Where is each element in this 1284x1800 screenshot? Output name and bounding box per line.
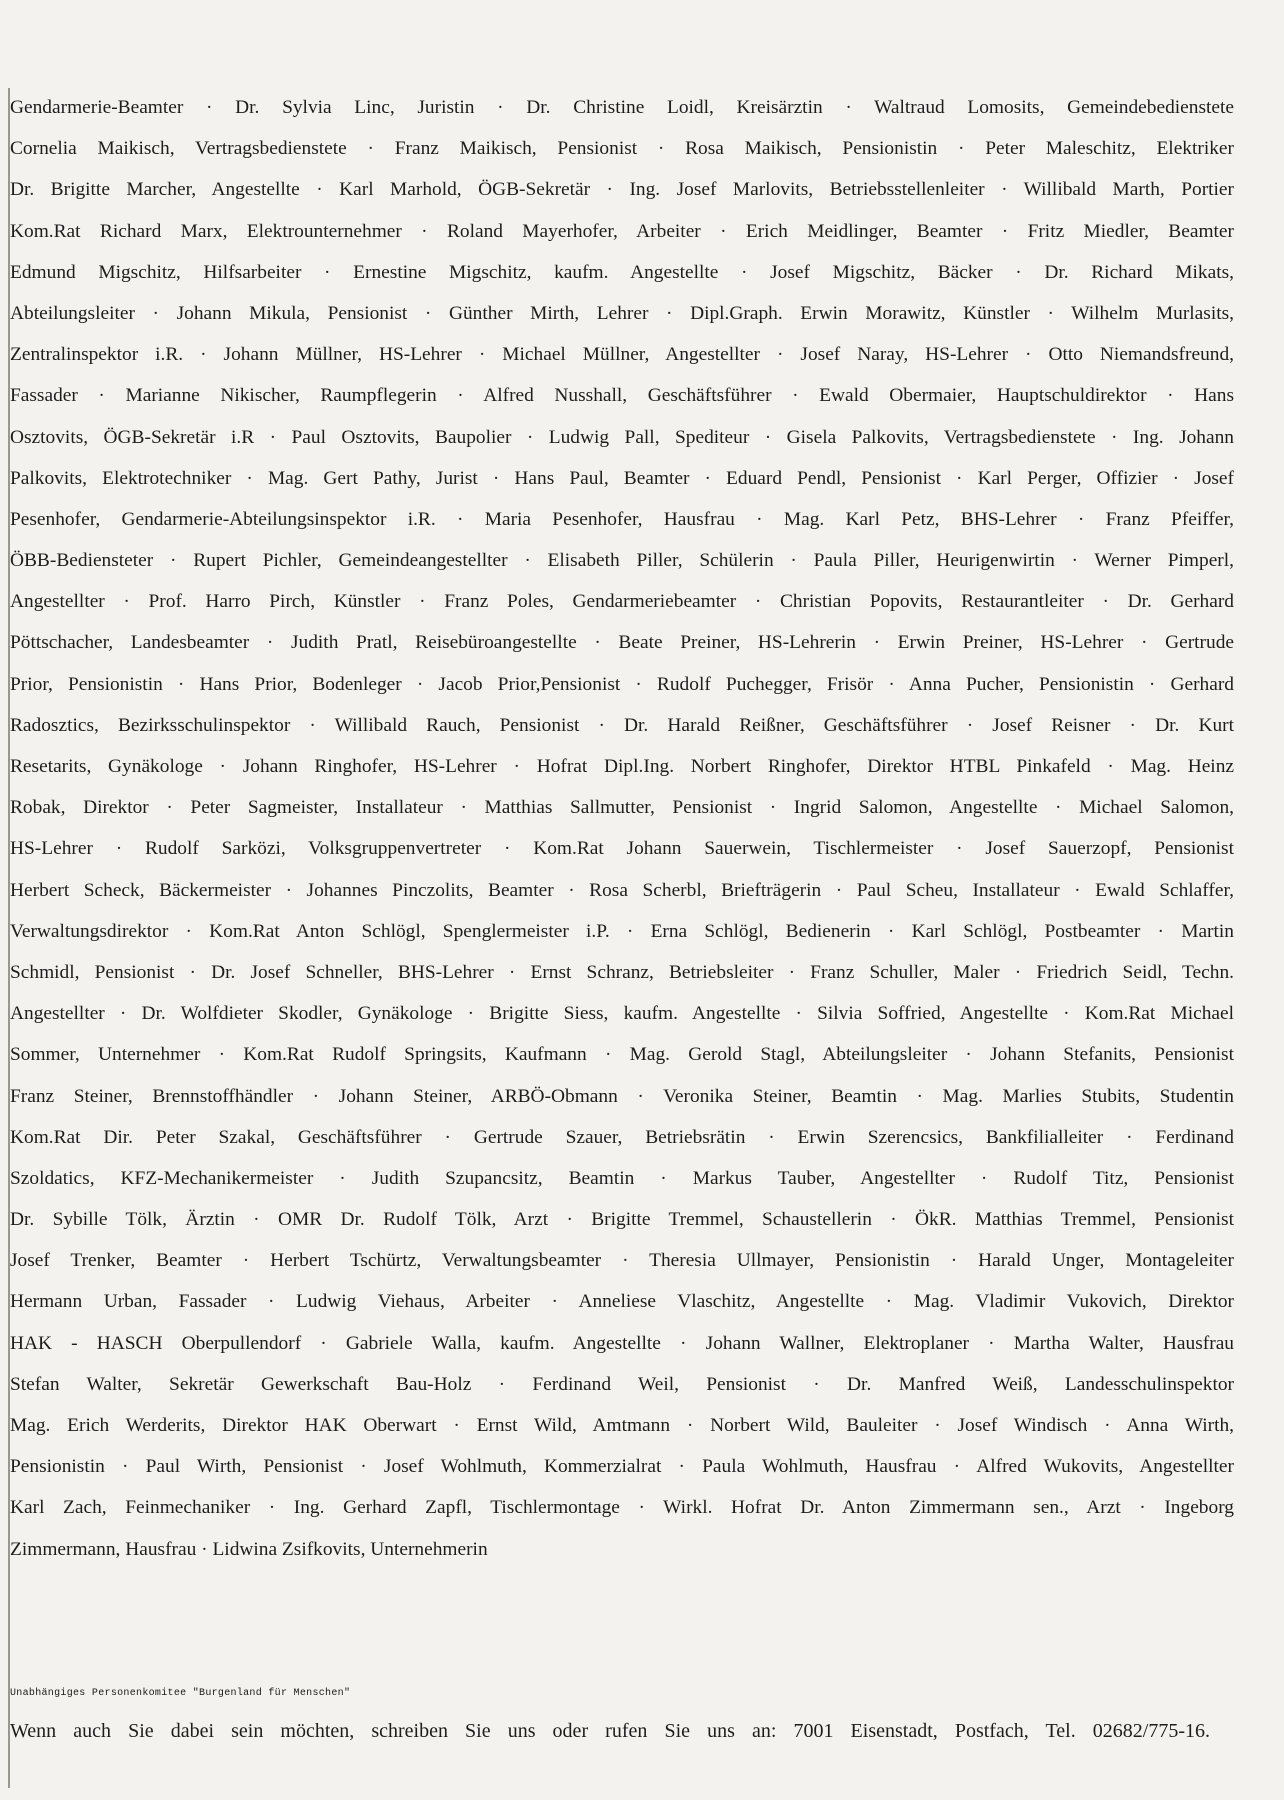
text-line: Zimmermann, Hausfrau · Lidwina Zsifkovits, Unternehmerin [10,1538,488,1560]
text-line: Palkovits, Elektrotechniker · Mag. Gert Pathy, Jurist · Hans Paul, Beamter · Eduard Pendl, Pensionist · Karl Perger, Offizier · Josef [10,467,1234,489]
text-line: Szoldatics, KFZ-Mechanikermeister · Judith Szupancsitz, Beamtin · Markus Tauber, Angestellter · Rudolf Titz, Pensionist [10,1167,1234,1189]
text-line: Schmidl, Pensionist · Dr. Josef Schneller, BHS-Lehrer · Ernst Schranz, Betriebsleiter · Franz Schuller, Maler · Friedrich Seidl, Techn. [10,961,1234,983]
text-line: Mag. Erich Werderits, Direktor HAK Oberwart · Ernst Wild, Amtmann · Norbert Wild, Bauleiter · Josef Windisch · Anna Wirth, [10,1415,1234,1436]
text-line: Pöttschacher, Landesbeamter · Judith Pratl, Reisebüroangestellte · Beate Preiner, HS-Lehrerin · Erwin Preiner, HS-Lehrer · Gertrude [10,632,1234,654]
text-line: Fassader · Marianne Nikischer, Raumpflegerin · Alfred Nusshall, Geschäftsführer · Ewald Obermaier, Hauptschuldirektor · Hans [10,385,1234,407]
text-line: Cornelia Maikisch, Vertragsbedienstete · Franz Maikisch, Pensionist · Rosa Maikisch, Pensionistin · Peter Maleschitz, Elektriker [10,138,1234,160]
text-line: Kom.Rat Richard Marx, Elektrounternehmer · Roland Mayerhofer, Arbeiter · Erich Meidlinger, Beamter · Fritz Miedler, Beamter [10,220,1234,242]
text-line: ÖBB-Bediensteter · Rupert Pichler, Gemeindeangestellter · Elisabeth Piller, Schülerin · Paula Piller, Heurigenwirtin · Werner Pimperl, [10,550,1234,572]
text-line: HS-Lehrer · Rudolf Sarközi, Volksgruppenvertreter · Kom.Rat Johann Sauerwein, Tischlermeister · Josef Sauerzopf, Pensionist [10,838,1234,860]
text-line: Sommer, Unternehmer · Kom.Rat Rudolf Springsits, Kaufmann · Mag. Gerold Stagl, Abteilungsleiter · Johann Stefanits, Pensionist [10,1044,1234,1066]
text-line: Abteilungsleiter · Johann Mikula, Pensionist · Günther Mirth, Lehrer · Dipl.Graph. Erwin Morawitz, Künstler · Wilhelm Murlasits, [10,302,1234,324]
text-line: Zentralinspektor i.R. · Johann Müllner, HS-Lehrer · Michael Müllner, Angestellter · Josef Naray, HS-Lehrer · Otto Niemandsfreund, [10,344,1234,366]
text-line: Angestellter · Prof. Harro Pirch, Künstler · Franz Poles, Gendarmeriebeamter · Christian Popovits, Restaurantleiter · Dr. Gerhard [10,591,1234,613]
text-line: Verwaltungsdirektor · Kom.Rat Anton Schlögl, Spenglermeister i.P. · Erna Schlögl, Bedienerin · Karl Schlögl, Postbeamter · Martin [10,920,1234,942]
text-line: Prior, Pensionistin · Hans Prior, Bodenleger · Jacob Prior,Pensionist · Rudolf Puchegger, Frisör · Anna Pucher, Pensionistin · Gerhard [10,673,1234,695]
text-line: Radosztics, Bezirksschulinspektor · Willibald Rauch, Pensionist · Dr. Harald Reißner, Geschäftsführer · Josef Reisner · Dr. Kurt [10,714,1234,736]
text-line: Robak, Direktor · Peter Sagmeister, Installateur · Matthias Sallmutter, Pensionist · Ingrid Salomon, Angestellte · Michael Salomon, [10,797,1234,819]
footer [10,1672,1220,1746]
text-line: Hermann Urban, Fassader · Ludwig Viehaus, Arbeiter · Anneliese Vlaschitz, Angestellte · Mag. Vladimir Vukovich, Direktor [10,1291,1234,1313]
text-line: Pesenhofer, Gendarmerie-Abteilungsinspektor i.R. · Maria Pesenhofer, Hausfrau · Mag. Karl Petz, BHS-Lehrer · Franz Pfeiffer, [10,508,1234,530]
text-line: Herbert Scheck, Bäckermeister · Johannes Pinczolits, Beamter · Rosa Scherbl, Briefträgerin · Paul Scheu, Installateur · Ewald Schlaffer, [10,879,1234,901]
text-line: Karl Zach, Feinmechaniker · Ing. Gerhard Zapfl, Tischlermontage · Wirkl. Hofrat Dr. Anton Zimmermann sen., Arzt · Ingeborg [10,1497,1234,1519]
contact-line: Wenn auch Sie dabei sein möchten, schreiben Sie uns oder rufen Sie uns an: 7001 Eisenstadt, Postfach, Tel. 02682/775-16. [10,1720,1210,1742]
committee-title: Unabhängiges Personenkomitee "Burgenland für Menschen" [10,1688,351,1699]
text-line: Resetarits, Gynäkologe · Johann Ringhofer, HS-Lehrer · Hofrat Dipl.Ing. Norbert Ringhofer, Direktor HTBL Pinkafeld · Mag. Heinz [10,756,1234,777]
text-line: Pensionistin · Paul Wirth, Pensionist · Josef Wohlmuth, Kommerzialrat · Paula Wohlmuth, Hausfrau · Alfred Wukovits, Angestellter [10,1456,1234,1478]
text-line: Gendarmerie-Beamter · Dr. Sylvia Linc, Juristin · Dr. Christine Loidl, Kreisärztin · Waltraud Lomosits, Gemeindebedienstete [10,97,1234,118]
text-line: Dr. Brigitte Marcher, Angestellte · Karl Marhold, ÖGB-Sekretär · Ing. Josef Marlovits, Betriebsstellenleiter · Willibald Marth, Portier [10,179,1234,201]
text-line: Franz Steiner, Brennstoffhändler · Johann Steiner, ARBÖ-Obmann · Veronika Steiner, Beamtin · Mag. Marlies Stubits, Studentin [10,1085,1234,1107]
text-line: Josef Trenker, Beamter · Herbert Tschürtz, Verwaltungsbeamter · Theresia Ullmayer, Pensionistin · Harald Unger, Montageleiter [10,1250,1234,1272]
text-line: Edmund Migschitz, Hilfsarbeiter · Ernestine Migschitz, kaufm. Angestellte · Josef Migschitz, Bäcker · Dr. Richard Mikats, [10,261,1234,283]
text-line: Kom.Rat Dir. Peter Szakal, Geschäftsführer · Gertrude Szauer, Betriebsrätin · Erwin Szerencsics, Bankfilialleiter · Ferdinand [10,1126,1234,1148]
text-line: Dr. Sybille Tölk, Ärztin · OMR Dr. Rudolf Tölk, Arzt · Brigitte Tremmel, Schaustellerin · ÖkR. Matthias Tremmel, Pensionist [10,1209,1234,1231]
text-line: Stefan Walter, Sekretär Gewerkschaft Bau-Holz · Ferdinand Weil, Pensionist · Dr. Manfred Weiß, Landesschulinspektor [10,1373,1234,1395]
supporter-list [10,87,1234,1570]
text-line: Angestellter · Dr. Wolfdieter Skodler, Gynäkologe · Brigitte Siess, kaufm. Angestellte · Silvia Soffried, Angestellte · Kom.Rat Michael [10,1003,1234,1025]
text-line: HAK - HASCH Oberpullendorf · Gabriele Walla, kaufm. Angestellte · Johann Wallner, Elektroplaner · Martha Walter, Hausfrau [10,1332,1234,1354]
text-line: Osztovits, ÖGB-Sekretär i.R · Paul Osztovits, Baupolier · Ludwig Pall, Spediteur · Gisela Palkovits, Vertragsbedienstete · Ing. Johann [10,426,1234,448]
